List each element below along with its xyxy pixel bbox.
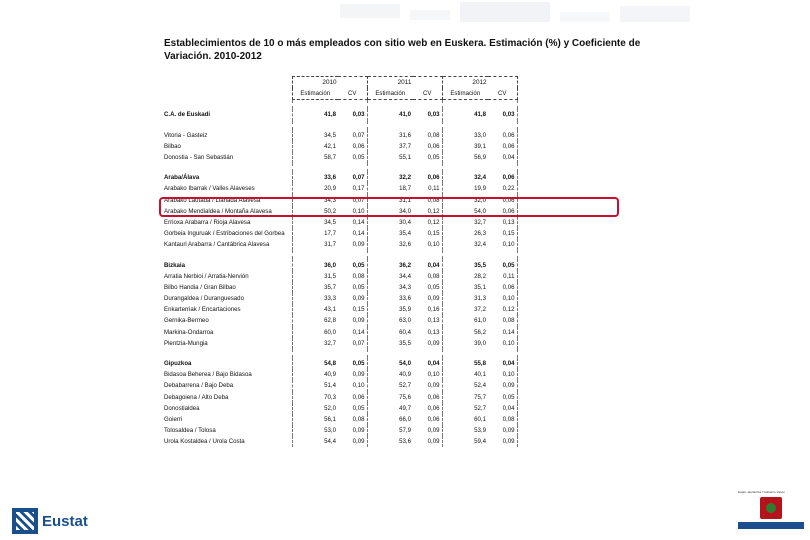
estimacion-cell: 59,4	[442, 436, 488, 447]
estimacion-cell: 56,2	[442, 327, 488, 338]
cv-cell: 0,04	[413, 259, 442, 270]
cv-cell: 0,09	[413, 425, 442, 436]
estimacion-cell: 30,4	[367, 217, 413, 228]
table-row	[162, 304, 517, 315]
cv-cell: 0,09	[413, 293, 442, 304]
cv-cell: 0,12	[488, 304, 517, 315]
estimacion-cell: 32,6	[367, 239, 413, 250]
table-row	[162, 369, 517, 380]
cv-cell: 0,04	[488, 403, 517, 414]
cv-cell: 0,10	[488, 293, 517, 304]
estimacion-cell: 26,3	[442, 228, 488, 239]
table-row	[162, 141, 517, 152]
cv-cell: 0,05	[488, 259, 517, 270]
estimacion-cell: 52,7	[367, 380, 413, 391]
row-label: Donostialdea	[164, 404, 200, 412]
estimacion-cell: 34,4	[367, 271, 413, 282]
cv-cell: 0,13	[413, 327, 442, 338]
cv-cell: 0,08	[488, 414, 517, 425]
estimacion-cell: 34,3	[367, 282, 413, 293]
cv-cell: 0,14	[338, 228, 367, 239]
estimacion-cell: 31,6	[367, 130, 413, 141]
table-row	[162, 217, 517, 228]
estimacion-cell: 32,4	[442, 239, 488, 250]
estimacion-cell: 20,9	[292, 183, 338, 194]
row-label: Bilbao	[164, 142, 181, 150]
row-label: Gipuzkoa	[164, 360, 192, 368]
cv-cell: 0,06	[413, 392, 442, 403]
row-label: C.A. de Euskadi	[164, 111, 211, 119]
estimacion-cell: 55,8	[442, 358, 488, 369]
estimacion-cell: 53,9	[442, 425, 488, 436]
cv-cell: 0,09	[413, 380, 442, 391]
estimacion-cell: 33,0	[442, 130, 488, 141]
cv-cell: 0,11	[488, 271, 517, 282]
estimacion-cell: 35,4	[367, 228, 413, 239]
table-row	[162, 152, 517, 163]
cv-cell: 0,13	[413, 315, 442, 326]
estimacion-cell: 32,0	[442, 195, 488, 206]
estimacion-cell: 54,0	[367, 358, 413, 369]
eustat-logo	[12, 508, 108, 534]
cv-cell: 0,11	[413, 183, 442, 194]
cv-cell: 0,07	[338, 172, 367, 183]
estimacion-cell: 34,0	[367, 206, 413, 217]
estimacion-cell: 39,1	[442, 141, 488, 152]
cv-cell: 0,05	[338, 259, 367, 270]
cv-cell: 0,13	[488, 217, 517, 228]
highlight-box	[159, 197, 619, 217]
estimacion-cell: 34,5	[292, 130, 338, 141]
estimacion-cell: 58,7	[292, 152, 338, 163]
row-label: Goierri	[164, 415, 183, 423]
estimacion-cell: 57,9	[367, 425, 413, 436]
estimacion-cell: 42,1	[292, 141, 338, 152]
eustat-logo-text: Eustat	[42, 512, 88, 530]
cv-cell: 0,03	[413, 109, 442, 120]
estimacion-cell: 33,6	[292, 172, 338, 183]
cv-cell: 0,06	[488, 282, 517, 293]
row-label: Debabarrena / Bajo Deba	[164, 382, 234, 390]
cv-cell: 0,09	[338, 369, 367, 380]
cv-cell: 0,10	[338, 380, 367, 391]
estimacion-cell: 43,1	[292, 304, 338, 315]
eustat-logo-icon	[12, 508, 38, 534]
estimacion-cell: 49,7	[367, 403, 413, 414]
cv-cell: 0,10	[413, 369, 442, 380]
page-title: Establecimientos de 10 o más empleados con sitio web en Euskera. Estimación (%) y Coeficiente de Variación. 2010-2012	[164, 38, 641, 62]
cv-cell: 0,05	[338, 282, 367, 293]
cv-cell: 0,10	[338, 206, 367, 217]
cv-cell: 0,09	[413, 338, 442, 349]
row-label: Errioxa Arabarra / Rioja Alavesa	[164, 218, 251, 226]
table-row	[162, 315, 517, 326]
estimacion-cell: 34,3	[292, 195, 338, 206]
table-row	[162, 271, 517, 282]
cv-cell: 0,09	[488, 436, 517, 447]
row-label: Bilbo Handia / Gran Bilbao	[164, 283, 236, 291]
table-row	[162, 130, 517, 141]
estimacion-cell: 33,3	[292, 293, 338, 304]
estimacion-cell: 35,5	[367, 338, 413, 349]
estimacion-cell: 61,0	[442, 315, 488, 326]
cv-cell: 0,12	[413, 206, 442, 217]
coat-of-arms-icon	[760, 497, 782, 519]
estimacion-cell: 33,6	[367, 293, 413, 304]
row-label: Bizkaia	[164, 261, 186, 269]
cv-cell: 0,04	[488, 358, 517, 369]
estimacion-cell: 41,0	[367, 109, 413, 120]
data-table	[162, 76, 518, 447]
table-row	[162, 380, 517, 391]
cv-cell: 0,09	[488, 380, 517, 391]
subheader-estimacion: Estimación	[292, 88, 338, 100]
row-label: Araba/Álava	[164, 174, 200, 182]
estimacion-cell: 40,9	[367, 369, 413, 380]
table-row	[162, 259, 517, 270]
row-label: Plentzia-Mungia	[164, 339, 208, 347]
cv-cell: 0,09	[338, 425, 367, 436]
estimacion-cell: 54,4	[292, 436, 338, 447]
cv-cell: 0,06	[413, 172, 442, 183]
cv-cell: 0,06	[338, 141, 367, 152]
cv-cell: 0,06	[488, 206, 517, 217]
table-row	[162, 403, 517, 414]
cv-cell: 0,07	[338, 130, 367, 141]
cv-cell: 0,06	[413, 403, 442, 414]
row-label: Urola Kostaldea / Urola Costa	[164, 438, 245, 446]
cv-cell: 0,08	[338, 414, 367, 425]
estimacion-cell: 35,1	[442, 282, 488, 293]
cv-cell: 0,04	[413, 358, 442, 369]
gobierno-vasco-logo	[738, 490, 804, 536]
cv-cell: 0,06	[488, 130, 517, 141]
cv-cell: 0,06	[413, 414, 442, 425]
cv-cell: 0,05	[413, 282, 442, 293]
estimacion-cell: 37,2	[442, 304, 488, 315]
row-label: Tolosaldea / Tolosa	[164, 427, 216, 435]
estimacion-cell: 32,7	[292, 338, 338, 349]
estimacion-cell: 51,4	[292, 380, 338, 391]
estimacion-cell: 35,9	[367, 304, 413, 315]
cv-cell: 0,05	[488, 392, 517, 403]
estimacion-cell: 32,4	[442, 172, 488, 183]
table-row	[162, 358, 517, 369]
cv-cell: 0,08	[413, 195, 442, 206]
estimacion-cell: 31,7	[292, 239, 338, 250]
year-header: 2011	[367, 77, 442, 89]
estimacion-cell: 17,7	[292, 228, 338, 239]
cv-cell: 0,12	[413, 217, 442, 228]
cv-cell: 0,14	[338, 217, 367, 228]
table-row	[162, 338, 517, 349]
estimacion-cell: 35,7	[292, 282, 338, 293]
estimacion-cell: 53,0	[292, 425, 338, 436]
cv-cell: 0,08	[488, 315, 517, 326]
cv-cell: 0,08	[413, 130, 442, 141]
cv-cell: 0,06	[488, 195, 517, 206]
estimacion-cell: 41,8	[442, 109, 488, 120]
estimacion-cell: 31,3	[442, 293, 488, 304]
cv-cell: 0,09	[338, 315, 367, 326]
estimacion-cell: 60,1	[442, 414, 488, 425]
estimacion-cell: 70,3	[292, 392, 338, 403]
estimacion-cell: 52,4	[442, 380, 488, 391]
estimacion-cell: 39,0	[442, 338, 488, 349]
cv-cell: 0,06	[488, 172, 517, 183]
cv-cell: 0,09	[338, 436, 367, 447]
row-label: Gorbeia Inguruak / Estribaciones del Gorbea	[164, 230, 285, 238]
cv-cell: 0,08	[338, 271, 367, 282]
row-label: Debagoiena / Alto Deba	[164, 393, 229, 401]
cv-cell: 0,05	[338, 358, 367, 369]
cv-cell: 0,09	[413, 436, 442, 447]
subheader-cv: CV	[338, 88, 367, 100]
cv-cell: 0,05	[338, 152, 367, 163]
estimacion-cell: 53,6	[367, 436, 413, 447]
estimacion-cell: 54,8	[292, 358, 338, 369]
row-label: Arratia Nerbioi / Arratia-Nervión	[164, 272, 249, 280]
cv-cell: 0,07	[338, 195, 367, 206]
subheader-cv: CV	[488, 88, 517, 100]
cv-cell: 0,10	[413, 239, 442, 250]
row-label: Markina-Ondarroa	[164, 328, 214, 336]
year-header-row	[162, 77, 517, 89]
cv-cell: 0,15	[413, 228, 442, 239]
year-header: 2012	[442, 77, 517, 89]
estimacion-cell: 75,6	[367, 392, 413, 403]
cv-cell: 0,14	[488, 327, 517, 338]
cv-cell: 0,06	[338, 392, 367, 403]
estimacion-cell: 63,0	[367, 315, 413, 326]
subheader-cv: CV	[413, 88, 442, 100]
cv-cell: 0,10	[488, 369, 517, 380]
estimacion-cell: 19,9	[442, 183, 488, 194]
estimacion-cell: 40,1	[442, 369, 488, 380]
estimacion-cell: 18,7	[367, 183, 413, 194]
estimacion-cell: 52,7	[442, 403, 488, 414]
table-row	[162, 327, 517, 338]
gov-caption: Eusko Jaurlaritza / Gobierno Vasco	[738, 490, 785, 494]
cv-cell: 0,05	[338, 403, 367, 414]
estimacion-cell: 32,7	[442, 217, 488, 228]
estimacion-cell: 36,0	[292, 259, 338, 270]
subheader-estimacion: Estimación	[442, 88, 488, 100]
estimacion-cell: 54,0	[442, 206, 488, 217]
table-row	[162, 436, 517, 447]
subheader-estimacion: Estimación	[367, 88, 413, 100]
estimacion-cell: 41,8	[292, 109, 338, 120]
cv-cell: 0,08	[413, 271, 442, 282]
estimacion-cell: 35,5	[442, 259, 488, 270]
estimacion-cell: 31,5	[292, 271, 338, 282]
cv-cell: 0,22	[488, 183, 517, 194]
estimacion-cell: 60,4	[367, 327, 413, 338]
row-label: Durangaldea / Duranguesado	[164, 295, 244, 303]
estimacion-cell: 50,2	[292, 206, 338, 217]
table-row	[162, 183, 517, 194]
cv-cell: 0,10	[488, 338, 517, 349]
estimacion-cell: 75,7	[442, 392, 488, 403]
cv-cell: 0,05	[413, 152, 442, 163]
cv-cell: 0,07	[338, 338, 367, 349]
estimacion-cell: 55,1	[367, 152, 413, 163]
cv-cell: 0,15	[338, 304, 367, 315]
spacer-row	[162, 163, 517, 172]
estimacion-cell: 28,2	[442, 271, 488, 282]
decorative-header-graphic	[300, 0, 720, 40]
cv-cell: 0,14	[338, 327, 367, 338]
year-header: 2010	[292, 77, 367, 89]
spacer-row	[162, 121, 517, 130]
cv-cell: 0,15	[488, 228, 517, 239]
row-label: Gernika-Bermeo	[164, 317, 209, 325]
cv-cell: 0,10	[488, 239, 517, 250]
table-row	[162, 425, 517, 436]
row-label: Arabako Mendialdea / Montaña Alavesa	[164, 207, 272, 215]
row-label: Arabako Lautada / Llanada Alavesa	[164, 196, 261, 204]
estimacion-cell: 62,8	[292, 315, 338, 326]
table-row	[162, 239, 517, 250]
table-row	[162, 392, 517, 403]
estimacion-cell: 40,9	[292, 369, 338, 380]
row-label: Kantauri Arabarra / Cantábrica Alavesa	[164, 241, 270, 249]
row-label: Arabako Ibarrak / Valles Alaveses	[164, 185, 255, 193]
table-row	[162, 414, 517, 425]
cv-cell: 0,06	[413, 141, 442, 152]
row-label: Bidasoa Beherea / Bajo Bidasoa	[164, 371, 252, 379]
row-label: Vitoria - Gasteiz	[164, 131, 208, 139]
subheader-row	[162, 88, 517, 100]
cv-cell: 0,09	[338, 293, 367, 304]
cv-cell: 0,09	[338, 239, 367, 250]
cv-cell: 0,09	[488, 425, 517, 436]
spacer-row	[162, 100, 517, 110]
estimacion-cell: 32,2	[367, 172, 413, 183]
estimacion-cell: 66,0	[367, 414, 413, 425]
spacer-row	[162, 349, 517, 358]
table-row	[162, 282, 517, 293]
gov-band	[738, 522, 804, 529]
estimacion-cell: 52,0	[292, 403, 338, 414]
cv-cell: 0,04	[488, 152, 517, 163]
estimacion-cell: 31,1	[367, 195, 413, 206]
cv-cell: 0,17	[338, 183, 367, 194]
estimacion-cell: 56,1	[292, 414, 338, 425]
table-row	[162, 293, 517, 304]
estimacion-cell: 34,5	[292, 217, 338, 228]
row-label: Donostia - San Sebastián	[164, 154, 234, 162]
estimacion-cell: 56,9	[442, 152, 488, 163]
cv-cell: 0,06	[488, 141, 517, 152]
spacer-row	[162, 250, 517, 259]
cv-cell: 0,16	[413, 304, 442, 315]
estimacion-cell: 37,7	[367, 141, 413, 152]
row-label: Enkarterriak / Encartaciones	[164, 306, 241, 314]
table-row	[162, 109, 517, 120]
cv-cell: 0,03	[338, 109, 367, 120]
cv-cell: 0,03	[488, 109, 517, 120]
estimacion-cell: 36,2	[367, 259, 413, 270]
estimacion-cell: 60,0	[292, 327, 338, 338]
table-row	[162, 228, 517, 239]
table-row	[162, 172, 517, 183]
